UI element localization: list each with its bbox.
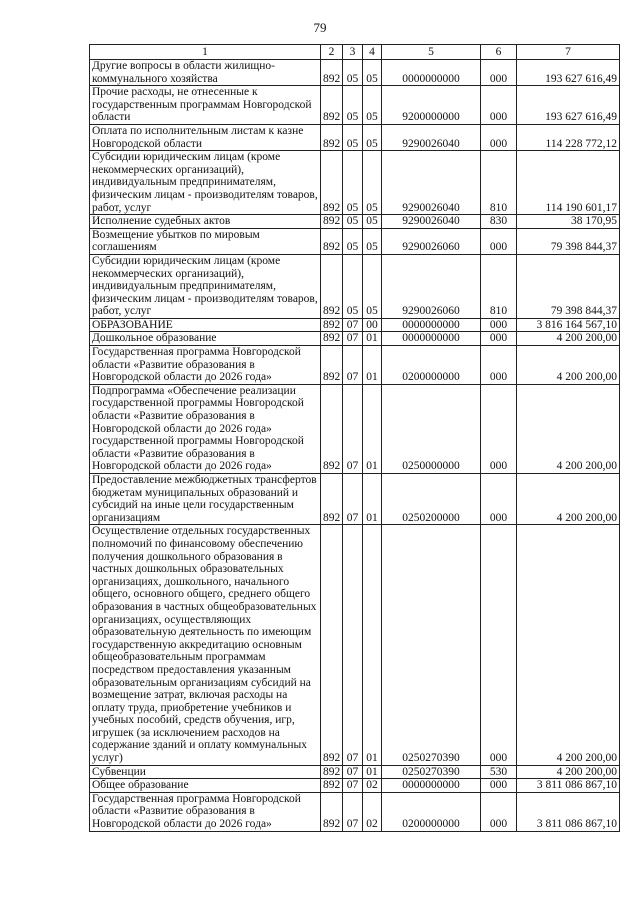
row-amount: 114 228 772,12 [517,124,620,150]
budget-table [89,44,620,832]
row-section-code: 07 [343,792,363,831]
row-description: Субвенции [90,765,321,779]
row-amount: 193 627 616,49 [517,60,620,86]
row-section-code: 05 [343,215,363,229]
row-subsection-code: 02 [363,779,382,793]
row-target-code: 9200000000 [382,86,481,125]
row-target-code: 0250270390 [382,525,481,765]
row-description: Подпрограмма «Обеспечение реализации государственной программы Новгородской области «Развитие образования в Новгородской области до 2026 года» государственной программы Новгородской области «Развитие образования в Новгородской области до 2026 года» [90,384,321,473]
row-target-code: 9290026040 [382,124,481,150]
table-row [90,254,620,318]
row-amount: 38 170,95 [517,215,620,229]
row-target-code: 0250200000 [382,474,481,525]
row-target-code: 0250270390 [382,765,481,779]
row-section-code: 07 [343,525,363,765]
row-amount: 114 190 601,17 [517,151,620,215]
row-subsection-code: 01 [363,474,382,525]
row-section-code: 07 [343,765,363,779]
row-expense-kind-code: 000 [481,792,517,831]
row-admin-code: 892 [321,792,343,831]
row-section-code: 07 [343,474,363,525]
row-description: Субсидии юридическим лицам (кроме некоммерческих организаций), индивидуальным предпринимателям, физическим лицам - производителям товаров, работ, услуг [90,151,321,215]
row-description: Общее образование [90,779,321,793]
row-amount: 4 200 200,00 [517,765,620,779]
row-expense-kind-code: 530 [481,765,517,779]
row-section-code: 07 [343,346,363,385]
row-admin-code: 892 [321,779,343,793]
row-expense-kind-code: 000 [481,525,517,765]
row-admin-code: 892 [321,215,343,229]
row-description: ОБРАЗОВАНИЕ [90,318,321,332]
row-description: Другие вопросы в области жилищно-коммунального хозяйства [90,60,321,86]
row-target-code: 0000000000 [382,779,481,793]
table-row [90,792,620,831]
row-target-code: 0000000000 [382,332,481,346]
table-row [90,124,620,150]
row-section-code: 05 [343,86,363,125]
table-body [90,60,620,832]
row-target-code: 0000000000 [382,318,481,332]
row-admin-code: 892 [321,60,343,86]
table-row [90,228,620,254]
row-expense-kind-code: 000 [481,474,517,525]
row-subsection-code: 05 [363,151,382,215]
row-expense-kind-code: 810 [481,254,517,318]
row-section-code: 07 [343,384,363,473]
column-number-row [90,45,620,60]
row-description: Государственная программа Новгородской области «Развитие образования в Новгородской области до 2026 года» [90,792,321,831]
row-admin-code: 892 [321,124,343,150]
column-header: 4 [363,45,382,60]
row-expense-kind-code: 000 [481,124,517,150]
table-row [90,346,620,385]
row-target-code: 0000000000 [382,60,481,86]
row-description: Осуществление отдельных государственных полномочий по финансовому обеспечению получения дошкольного образования в частных дошкольных образовательных организациях, дошкольного, начального общего, основного общего, среднего общего образования в частных общеобразовательных организациях, осуществляющих образовательную деятельность по имеющим государственную аккредитацию основным общеобразовательным программам посредством предоставления указанным образовательным организациям субсидий на возмещение затрат, включая расходы на оплату труда, приобретение учебников и учебных пособий, средств обучения, игр, игрушек (за исключением расходов на содержание зданий и оплату коммунальных услуг) [90,525,321,765]
row-amount: 193 627 616,49 [517,86,620,125]
row-section-code: 07 [343,332,363,346]
row-amount: 4 200 200,00 [517,525,620,765]
table-row [90,384,620,473]
table-row [90,474,620,525]
row-section-code: 05 [343,228,363,254]
row-expense-kind-code: 000 [481,86,517,125]
row-expense-kind-code: 000 [481,384,517,473]
row-description: Оплата по исполнительным листам к казне Новгородской области [90,124,321,150]
row-amount: 79 398 844,37 [517,228,620,254]
row-amount: 79 398 844,37 [517,254,620,318]
row-description: Дошкольное образование [90,332,321,346]
row-target-code: 9290026060 [382,228,481,254]
row-target-code: 0200000000 [382,346,481,385]
row-description: Возмещение убытков по мировым соглашениям [90,228,321,254]
row-admin-code: 892 [321,346,343,385]
row-expense-kind-code: 830 [481,215,517,229]
row-amount: 4 200 200,00 [517,346,620,385]
row-expense-kind-code: 000 [481,318,517,332]
row-admin-code: 892 [321,765,343,779]
row-subsection-code: 01 [363,346,382,385]
column-header: 3 [343,45,363,60]
row-admin-code: 892 [321,254,343,318]
row-target-code: 9290026040 [382,151,481,215]
row-subsection-code: 01 [363,525,382,765]
row-admin-code: 892 [321,318,343,332]
row-amount: 3 816 164 567,10 [517,318,620,332]
row-target-code: 9290026040 [382,215,481,229]
table-row [90,779,620,793]
row-expense-kind-code: 000 [481,228,517,254]
column-header: 5 [382,45,481,60]
table-row [90,765,620,779]
row-subsection-code: 05 [363,60,382,86]
row-subsection-code: 00 [363,318,382,332]
row-description: Субсидии юридическим лицам (кроме некоммерческих организаций), индивидуальным предпринимателям, физическим лицам - производителям товаров, работ, услуг [90,254,321,318]
row-subsection-code: 05 [363,215,382,229]
row-subsection-code: 01 [363,765,382,779]
column-header: 1 [90,45,321,60]
row-subsection-code: 01 [363,384,382,473]
row-amount: 3 811 086 867,10 [517,779,620,793]
row-admin-code: 892 [321,525,343,765]
table-row [90,60,620,86]
table-row [90,525,620,765]
row-section-code: 07 [343,318,363,332]
column-header: 7 [517,45,620,60]
page-number: 79 [313,20,327,35]
row-description: Предоставление межбюджетных трансфертов бюджетам муниципальных образований и субсидий на иные цели государственным организациям [90,474,321,525]
row-expense-kind-code: 810 [481,151,517,215]
table-row [90,215,620,229]
row-description: Прочие расходы, не отнесенные к государственным программам Новгородской области [90,86,321,125]
row-amount: 4 200 200,00 [517,332,620,346]
table-row [90,151,620,215]
row-amount: 3 811 086 867,10 [517,792,620,831]
row-target-code: 9290026060 [382,254,481,318]
row-expense-kind-code: 000 [481,332,517,346]
row-admin-code: 892 [321,86,343,125]
row-target-code: 0250000000 [382,384,481,473]
row-section-code: 05 [343,254,363,318]
row-admin-code: 892 [321,151,343,215]
row-expense-kind-code: 000 [481,60,517,86]
row-admin-code: 892 [321,474,343,525]
table-row [90,318,620,332]
row-amount: 4 200 200,00 [517,384,620,473]
column-header: 2 [321,45,343,60]
row-subsection-code: 01 [363,332,382,346]
row-description: Исполнение судебных актов [90,215,321,229]
row-subsection-code: 05 [363,254,382,318]
row-admin-code: 892 [321,384,343,473]
row-section-code: 05 [343,60,363,86]
row-admin-code: 892 [321,228,343,254]
row-subsection-code: 05 [363,228,382,254]
row-expense-kind-code: 000 [481,779,517,793]
row-description: Государственная программа Новгородской области «Развитие образования в Новгородской области до 2026 года» [90,346,321,385]
table-row [90,332,620,346]
row-admin-code: 892 [321,332,343,346]
row-expense-kind-code: 000 [481,346,517,385]
row-section-code: 05 [343,151,363,215]
row-subsection-code: 05 [363,86,382,125]
row-section-code: 05 [343,124,363,150]
row-section-code: 07 [343,779,363,793]
row-subsection-code: 05 [363,124,382,150]
table-row [90,86,620,125]
row-amount: 4 200 200,00 [517,474,620,525]
row-target-code: 0200000000 [382,792,481,831]
row-subsection-code: 02 [363,792,382,831]
column-header: 6 [481,45,517,60]
